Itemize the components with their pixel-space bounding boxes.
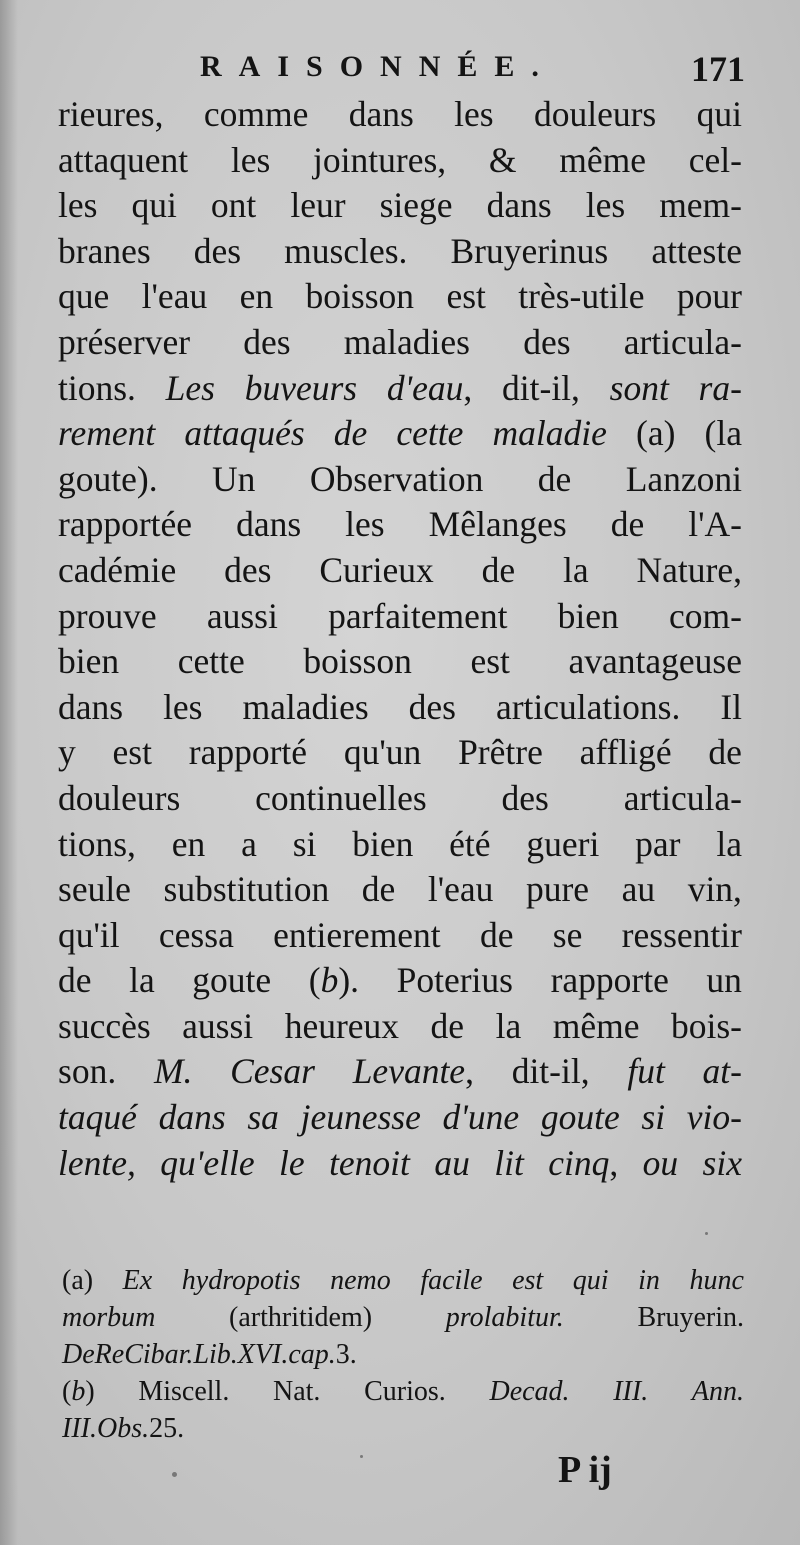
word: affligé — [579, 732, 672, 773]
word: été — [449, 823, 491, 864]
word: Re — [94, 1339, 125, 1370]
word: le — [279, 1142, 305, 1183]
word: pour — [676, 276, 742, 317]
word: cessa — [158, 914, 234, 955]
word: même — [552, 1005, 640, 1046]
word: avantageuse — [568, 641, 742, 682]
word: attaquent — [58, 139, 189, 180]
word: très-utile — [518, 276, 645, 317]
word: De — [62, 1339, 95, 1370]
word: douleurs — [58, 777, 181, 818]
word: Cibar. — [124, 1339, 194, 1370]
word: cel- — [688, 139, 742, 180]
word: maladie — [492, 413, 607, 454]
word: branes — [58, 230, 151, 271]
word: goute — [540, 1097, 620, 1138]
paper-speck — [705, 1232, 708, 1235]
word: est — [512, 1265, 544, 1296]
word: tenoit — [329, 1142, 410, 1183]
word: hunc — [689, 1265, 744, 1296]
body-line — [58, 1049, 742, 1095]
word: dit-il, — [511, 1051, 590, 1092]
word: substitution — [163, 869, 330, 910]
word: gueri — [526, 823, 600, 864]
word: lente, — [58, 1142, 136, 1183]
word: est — [112, 732, 152, 773]
word: in — [638, 1265, 660, 1296]
word: ra- — [698, 367, 742, 408]
word: bois- — [670, 1005, 742, 1046]
word: les — [454, 94, 494, 134]
word: Observation — [309, 458, 484, 499]
word: taqué — [58, 1097, 137, 1138]
word: goute). — [58, 458, 158, 499]
page-gutter-shadow — [0, 0, 18, 1545]
word: heureux — [284, 1005, 400, 1046]
word: continuelles — [255, 777, 427, 818]
word: d'eau, — [386, 367, 473, 408]
word: Mêlanges — [428, 504, 567, 545]
word: Decad. — [489, 1376, 570, 1407]
word: des — [243, 321, 291, 362]
word: Lanzoni — [625, 458, 742, 499]
word: prolabitur. — [445, 1302, 564, 1333]
word: si — [641, 1097, 666, 1138]
word: boisson — [303, 641, 412, 682]
word: rieures, — [58, 94, 164, 134]
word: bien — [352, 823, 414, 864]
word: mem- — [659, 185, 742, 226]
word: que — [58, 276, 110, 317]
word: cadémie — [58, 549, 177, 590]
word: Prêtre — [458, 732, 543, 773]
word: des — [523, 321, 571, 362]
word: de — [537, 458, 572, 499]
word: même — [559, 139, 647, 180]
word: (b). — [308, 960, 360, 1001]
word: un — [706, 960, 742, 1001]
word: (a) — [636, 413, 676, 454]
word: cette — [396, 413, 464, 454]
word: muscles. — [284, 230, 408, 271]
word: si — [292, 823, 317, 864]
word: M. — [153, 1051, 193, 1092]
word: bien — [557, 595, 619, 636]
body-line — [58, 730, 742, 776]
word: (arthritidem) — [229, 1302, 373, 1333]
word: vio- — [686, 1097, 742, 1138]
word: facile — [420, 1265, 483, 1296]
word: (la — [704, 413, 742, 454]
word: at- — [702, 1051, 742, 1092]
body-line — [58, 594, 742, 640]
word: Levante, — [352, 1051, 474, 1092]
word: dans — [348, 94, 414, 134]
word: au — [434, 1142, 470, 1183]
word: III. — [613, 1376, 649, 1407]
word: articula- — [623, 777, 742, 818]
word: 25. — [149, 1413, 185, 1444]
body-line — [58, 274, 742, 320]
word: la — [716, 823, 742, 864]
word: des — [193, 230, 242, 271]
body-line — [58, 958, 742, 1004]
footnote-line — [62, 1299, 744, 1336]
body-line — [58, 1095, 742, 1141]
word: en — [171, 823, 206, 864]
body-line — [58, 502, 742, 548]
word: nemo — [330, 1265, 391, 1296]
word: jeunesse — [300, 1097, 421, 1138]
body-line — [58, 138, 742, 184]
word: de — [361, 869, 396, 910]
body-line — [58, 639, 742, 685]
word: des — [224, 549, 272, 590]
word: jointures, — [313, 139, 447, 180]
word: comme — [203, 94, 309, 134]
word: atteste — [651, 230, 742, 271]
word: en — [239, 276, 274, 317]
word: Il — [720, 686, 742, 727]
word: a — [241, 823, 257, 864]
word: l'A- — [688, 504, 742, 545]
word: rapportée — [58, 504, 193, 545]
word: se — [552, 914, 583, 955]
word: la — [562, 549, 589, 590]
word: y — [58, 732, 76, 773]
word: cette — [177, 641, 245, 682]
word: préserver — [58, 321, 191, 362]
word: Ex — [122, 1265, 153, 1296]
word: de — [333, 413, 368, 454]
word: l'eau — [141, 276, 208, 317]
footnote-line — [62, 1410, 744, 1447]
word: succès — [58, 1005, 151, 1046]
running-header — [200, 50, 745, 90]
word: qu'il — [58, 914, 120, 955]
word: dans — [236, 504, 302, 545]
word: maladies — [242, 686, 369, 727]
word: com- — [669, 595, 742, 636]
word: qui — [696, 94, 742, 134]
word: est — [446, 276, 486, 317]
word: prouve — [58, 595, 157, 636]
word: de — [610, 504, 645, 545]
word: ressentir — [621, 914, 742, 955]
body-line — [58, 867, 742, 913]
word: Obs. — [96, 1413, 150, 1444]
word: leur — [290, 185, 346, 226]
word: les — [230, 139, 271, 180]
paper-speck — [172, 1472, 177, 1477]
footnote-line — [62, 1373, 744, 1410]
word: Miscell. — [138, 1376, 230, 1407]
word: la — [129, 960, 155, 1001]
word: des — [501, 777, 549, 818]
word: vin, — [687, 869, 742, 910]
footnotes — [62, 1262, 744, 1447]
word: d'une — [442, 1097, 520, 1138]
body-line — [58, 776, 742, 822]
body-text — [58, 92, 742, 1186]
word: siege — [379, 185, 453, 226]
word: articula- — [623, 321, 742, 362]
word: rapporté — [188, 732, 308, 773]
word: bien — [58, 641, 120, 682]
word: lit — [494, 1142, 524, 1183]
body-line — [58, 822, 742, 868]
word: des — [408, 686, 456, 727]
word: XVI. — [237, 1339, 289, 1370]
word: seule — [58, 869, 131, 910]
word: (a) — [62, 1265, 94, 1296]
body-line — [58, 366, 742, 412]
body-line — [58, 548, 742, 594]
word: les — [585, 185, 626, 226]
word: par — [635, 823, 681, 864]
word: sa — [247, 1097, 279, 1138]
word: rapporte — [550, 960, 669, 1001]
word: aussi — [182, 1005, 254, 1046]
word: Les — [165, 367, 215, 408]
word: Nature, — [636, 549, 742, 590]
word: les — [345, 504, 385, 545]
body-line — [58, 411, 742, 457]
body-line — [58, 1004, 742, 1050]
word: au — [621, 869, 656, 910]
word: Ann. — [691, 1376, 744, 1407]
word: la — [495, 1005, 522, 1046]
word: qui — [572, 1265, 609, 1296]
word: & — [488, 139, 517, 180]
body-line — [58, 229, 742, 275]
word: est — [470, 641, 510, 682]
word: maladies — [343, 321, 470, 362]
word: de — [708, 732, 742, 773]
word: goute — [192, 960, 272, 1001]
word: pure — [525, 869, 590, 910]
word: six — [702, 1142, 742, 1183]
word: articulations. — [495, 686, 681, 727]
word: entierement — [273, 914, 441, 955]
word: Lib. — [193, 1339, 238, 1370]
word: dit-il, — [502, 367, 580, 408]
running-title: RAISONNÉE. — [200, 50, 556, 83]
word: cinq, — [548, 1142, 619, 1183]
paper-speck — [360, 1455, 363, 1458]
body-line — [58, 685, 742, 731]
footnote-line — [62, 1262, 744, 1299]
word: ont — [210, 185, 257, 226]
word: douleurs — [533, 94, 657, 134]
word: rement — [58, 413, 156, 454]
word: Un — [212, 458, 256, 499]
body-line — [58, 457, 742, 503]
word: dans — [58, 686, 124, 727]
word: attaqués — [184, 413, 305, 454]
body-line — [58, 1141, 742, 1187]
word: tions, — [58, 823, 136, 864]
word: Curios. — [364, 1376, 446, 1407]
body-line — [58, 92, 742, 138]
word: Cesar — [230, 1051, 315, 1092]
word: hydropotis — [181, 1265, 301, 1296]
word: Curieux — [319, 549, 434, 590]
word: sont — [609, 367, 669, 408]
word: l'eau — [427, 869, 494, 910]
word: Bruyerinus — [450, 230, 609, 271]
word: tions. — [58, 367, 136, 408]
word: 3. — [335, 1339, 357, 1370]
signature-mark: P ij — [558, 1449, 612, 1491]
word: (b) — [62, 1376, 95, 1407]
word: parfaitement — [328, 595, 508, 636]
word: ou — [642, 1142, 679, 1183]
word: de — [481, 549, 516, 590]
body-line — [58, 320, 742, 366]
word: de — [479, 914, 514, 955]
footnote-line — [62, 1336, 744, 1373]
word: dans — [486, 185, 552, 226]
word: aussi — [206, 595, 278, 636]
word: qui — [131, 185, 177, 226]
word: de — [58, 960, 92, 1001]
word: Bruyerin. — [637, 1302, 744, 1333]
word: buveurs — [244, 367, 358, 408]
word: fut — [627, 1051, 665, 1092]
word: de — [430, 1005, 465, 1046]
word: son. — [58, 1051, 117, 1092]
word: boisson — [305, 276, 415, 317]
word: III. — [62, 1413, 97, 1444]
word: les — [58, 185, 98, 226]
word: qu'elle — [160, 1142, 255, 1183]
body-line — [58, 913, 742, 959]
word: dans — [158, 1097, 226, 1138]
word: Poterius — [396, 960, 513, 1001]
word: qu'un — [343, 732, 422, 773]
page-number: 171 — [691, 49, 745, 89]
body-line — [58, 183, 742, 229]
word: cap. — [288, 1339, 336, 1370]
word: Nat. — [273, 1376, 321, 1407]
word: morbum — [62, 1302, 156, 1333]
word: les — [163, 686, 203, 727]
